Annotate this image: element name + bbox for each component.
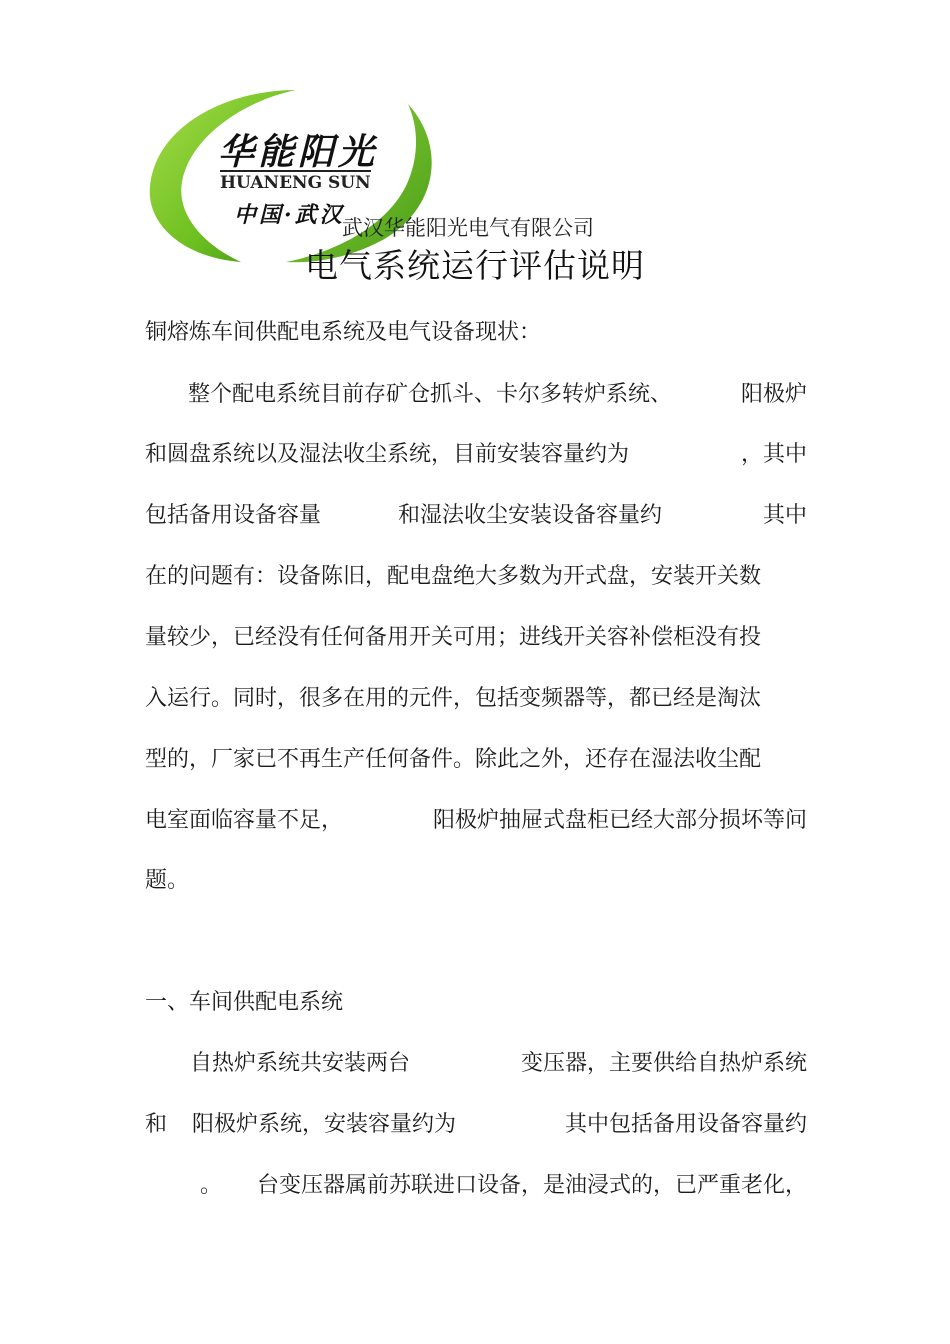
text-segment: 电室面临容量不足， (145, 808, 344, 833)
text-segment: ，其中 (740, 442, 807, 467)
text-segment: 。 (200, 1173, 223, 1198)
p1-line-3 (145, 501, 807, 531)
text-segment: 和湿法收尘安装设备容量约 (398, 503, 663, 528)
p1-line-8 (145, 806, 807, 836)
status-heading: 铜熔炼车间供配电系统及电气设备现状： (145, 320, 542, 345)
p2-line-3 (200, 1171, 807, 1201)
text-segment: 其中包括备用设备容量约 (564, 1112, 807, 1137)
text-segment: 和 (145, 1112, 168, 1137)
logo-name-en: HUANENG SUN (220, 170, 371, 193)
text-segment: 台变压器属前苏联进口设备，是油浸式的，已严重老化， (256, 1173, 807, 1198)
text-segment: 阳极炉 (740, 382, 807, 407)
document-title: 电气系统运行评估说明 (305, 246, 645, 285)
p2-line-1 (190, 1049, 807, 1079)
logo-city: 中国·武汉 (234, 202, 345, 228)
logo-name-cn: 华能阳光 (218, 131, 379, 173)
p1-line-7: 型的，厂家已不再生产任何备件。除此之外，还存在湿法收尘配 (145, 747, 762, 772)
section-1-heading: 一、车间供配电系统 (145, 990, 344, 1015)
p1-line-4: 在的问题有：设备陈旧，配电盘绝大多数为开式盘，安装开关数 (145, 564, 762, 589)
p1-line-6: 入运行。同时，很多在用的元件，包括变频器等，都已经是淘汰 (145, 686, 762, 711)
company-name: 武汉华能阳光电气有限公司 (342, 216, 594, 240)
text-segment: 阳极炉抽屉式盘柜已经大部分损坏等问 (432, 808, 807, 833)
p1-line-1 (188, 380, 807, 410)
p2-line-2 (145, 1110, 807, 1140)
text-segment: 变压器，主要供给自热炉系统 (520, 1051, 807, 1076)
text-segment: 整个配电系统目前存矿仓抓斗、卡尔多转炉系统、 (188, 382, 673, 407)
p1-line-5: 量较少，已经没有任何备用开关可用；进线开关容补偿柜没有投 (145, 625, 762, 650)
text-segment: 包括备用设备容量 (145, 503, 322, 528)
text-segment: 和圆盘系统以及湿法收尘系统，目前安装容量约为 (145, 442, 630, 467)
p1-line-9: 题。 (145, 868, 190, 893)
text-segment: 阳极炉系统，安装容量约为 (192, 1112, 457, 1137)
text-segment: 自热炉系统共安装两台 (190, 1051, 411, 1076)
text-segment: 其中 (762, 503, 807, 528)
p1-line-2 (145, 440, 807, 470)
